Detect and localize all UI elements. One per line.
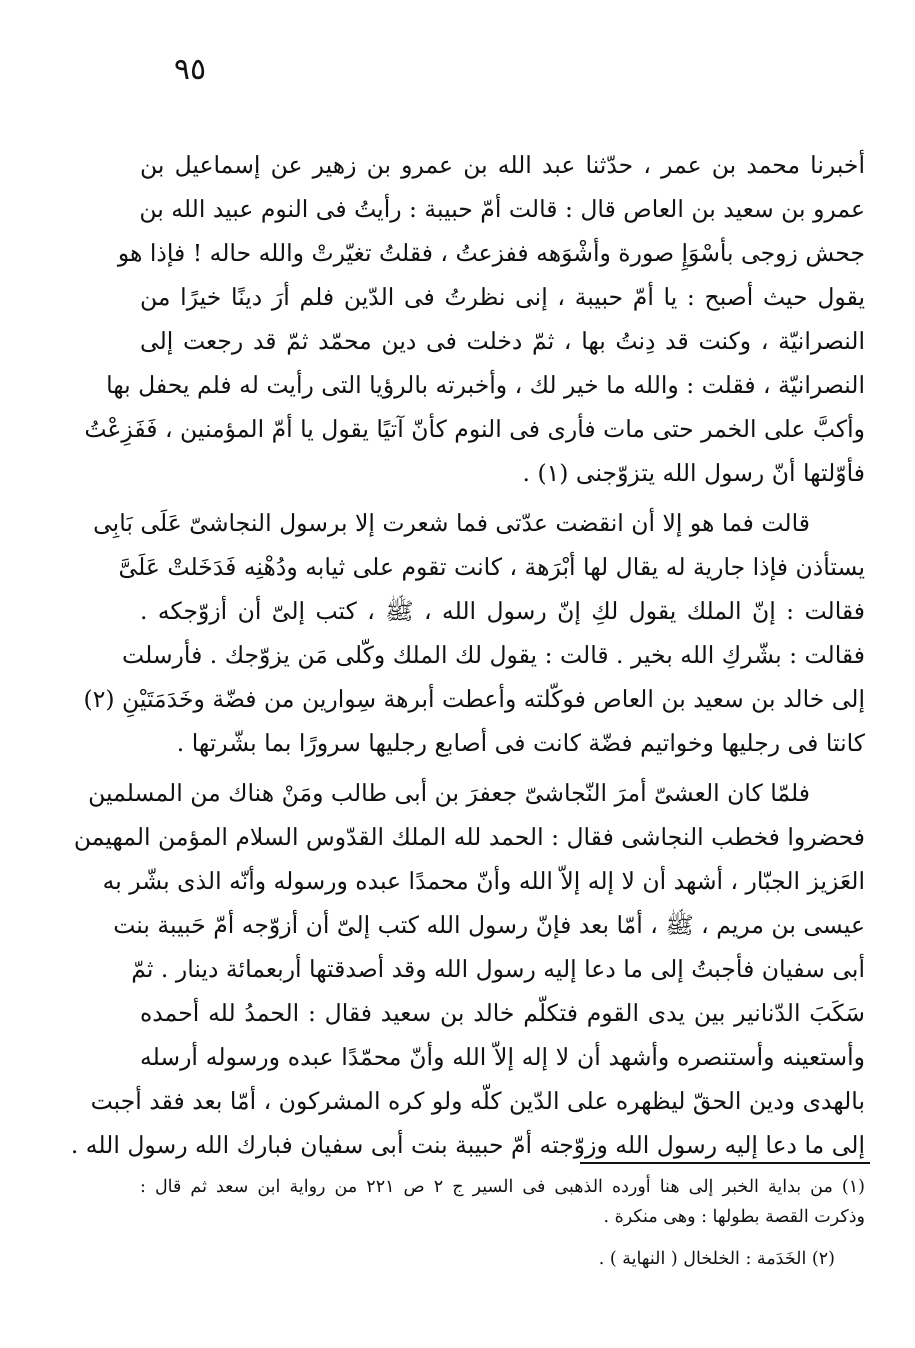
text-line: فأوّلتها أنّ رسول الله يتزوّجنى (١) . — [522, 459, 865, 487]
text-line: يستأذن فإذا جارية له يقال لها أبْرَهة ، كانت تقوم على ثيابه ودُهْنِه فَدَخَلتْ عَلَىَّ — [118, 553, 865, 581]
text-line: سَكَبَ الدّنانير بين يدى القوم فتكلّم خالد بن سعيد فقال : الحمدُ لله أحمده — [140, 999, 865, 1027]
footnote-2 — [140, 1244, 865, 1274]
text-line: فحضروا فخطب النجاشى فقال : الحمد لله الملك القدّوس السلام المؤمن المهيمن — [73, 823, 865, 851]
text-line: كانتا فى رجليها وخواتيم فضّة كانت فى أصابع رجليها سرورًا بما بشّرتها . — [176, 729, 865, 757]
text-line: النصرانيّة ، وكنت قد دِنتُ بها ، ثمّ دخلت فى دين محمّد ثمّ قد رجعت إلى — [140, 327, 865, 355]
text-line: فقالت : بشّركِ الله بخير . قالت : يقول لك الملك وكّلى مَن يزوّجك . فأرسلت — [122, 641, 865, 669]
text-line: عمرو بن سعيد بن العاص قال : قالت أمّ حبيبة : رأيتُ فى النوم عبيد الله بن — [139, 195, 865, 223]
text-line: إلى خالد بن سعيد بن العاص فوكّلته وأعطت أبرهة سِوارين من فضّة وخَدَمَتَيْنِ (٢) — [83, 685, 865, 713]
text-line: العَزيز الجبّار ، أشهد أن لا إله إلاّ الله وأنّ محمدًا عبده ورسوله وأنّه الذى بشّر به — [102, 867, 865, 895]
footnote-line: (٢) الخَدَمة : الخلخال ( النهاية ) . — [598, 1249, 835, 1269]
footnote-line: وذكرت القصة بطولها : وهى منكرة . — [603, 1207, 865, 1227]
text-line: وأكبَّ على الخمر حتى مات فأرى فى النوم كأنّ آتيًا يقول يا أمّ المؤمنين ، فَفَزِعْتُ — [84, 415, 865, 443]
text-line: أبى سفيان فأجبتُ إلى ما دعا إليه رسول الله وقد أصدقتها أربعمائة دينار . ثمّ — [131, 955, 865, 983]
text-line: أخبرنا محمد بن عمر ، حدّثنا عبد الله بن عمرو بن زهير عن إسماعيل بن — [140, 151, 865, 179]
page-number: ٩٥ — [173, 52, 207, 87]
text-line: النصرانيّة ، فقلت : والله ما خير لك ، وأخبرته بالرؤيا التى رأيت له فلم يحفل بها — [106, 371, 865, 399]
text-line: إلى ما دعا إليه رسول الله وزوّجته أمّ حبيبة بنت أبى سفيان فبارك الله رسول الله . — [70, 1131, 865, 1159]
text-line: فقالت : إنّ الملك يقول لكِ إنّ رسول الله ، ﷺ ، كتب إلىّ أن أزوّجكه . — [140, 597, 865, 625]
text-line: عيسى بن مريم ، ﷺ ، أمّا بعد فإنّ رسول الله كتب إلىّ أن أزوّجه أمّ حَبيبة بنت — [113, 911, 865, 939]
paragraph-3 — [70, 771, 865, 1167]
paragraph-1 — [84, 143, 865, 495]
paragraph-2 — [83, 501, 865, 765]
footnotes — [140, 1172, 865, 1274]
main-text — [70, 143, 865, 1173]
text-line: يقول حيث أصبح : يا أمّ حبيبة ، إنى نظرتُ فى الدّين فلم أرَ دينًا خيرًا من — [140, 283, 865, 311]
text-line: بالهدى ودين الحقّ ليظهره على الدّين كلّه ولو كره المشركون ، أمّا بعد فقد أجبت — [90, 1087, 865, 1115]
footnote-1 — [140, 1172, 865, 1232]
text-line: جحش زوجى بأسْوَإِ صورة وأشْوَهه ففزعتُ ، فقلتُ تغيّرتْ والله حاله ! فإذا هو — [117, 239, 865, 267]
text-line: وأستعينه وأستنصره وأشهد أن لا إله إلاّ الله وأنّ محمّدًا عبده ورسوله أرسله — [140, 1043, 865, 1071]
text-line: قالت فما هو إلا أن انقضت عدّتى فما شعرت إلا برسول النجاشىّ عَلَى بَابِى — [93, 509, 810, 537]
text-line: فلمّا كان العشىّ أمرَ النّجاشىّ جعفرَ بن أبى طالب ومَنْ هناك من المسلمين — [88, 779, 810, 807]
footnote-divider — [580, 1162, 870, 1164]
footnote-line: (١) من بداية الخبر إلى هنا أورده الذهبى فى السير ج ٢ ص ٢٢١ من رواية ابن سعد ثم قال : — [140, 1177, 865, 1197]
footnote-spacer — [140, 1232, 865, 1244]
